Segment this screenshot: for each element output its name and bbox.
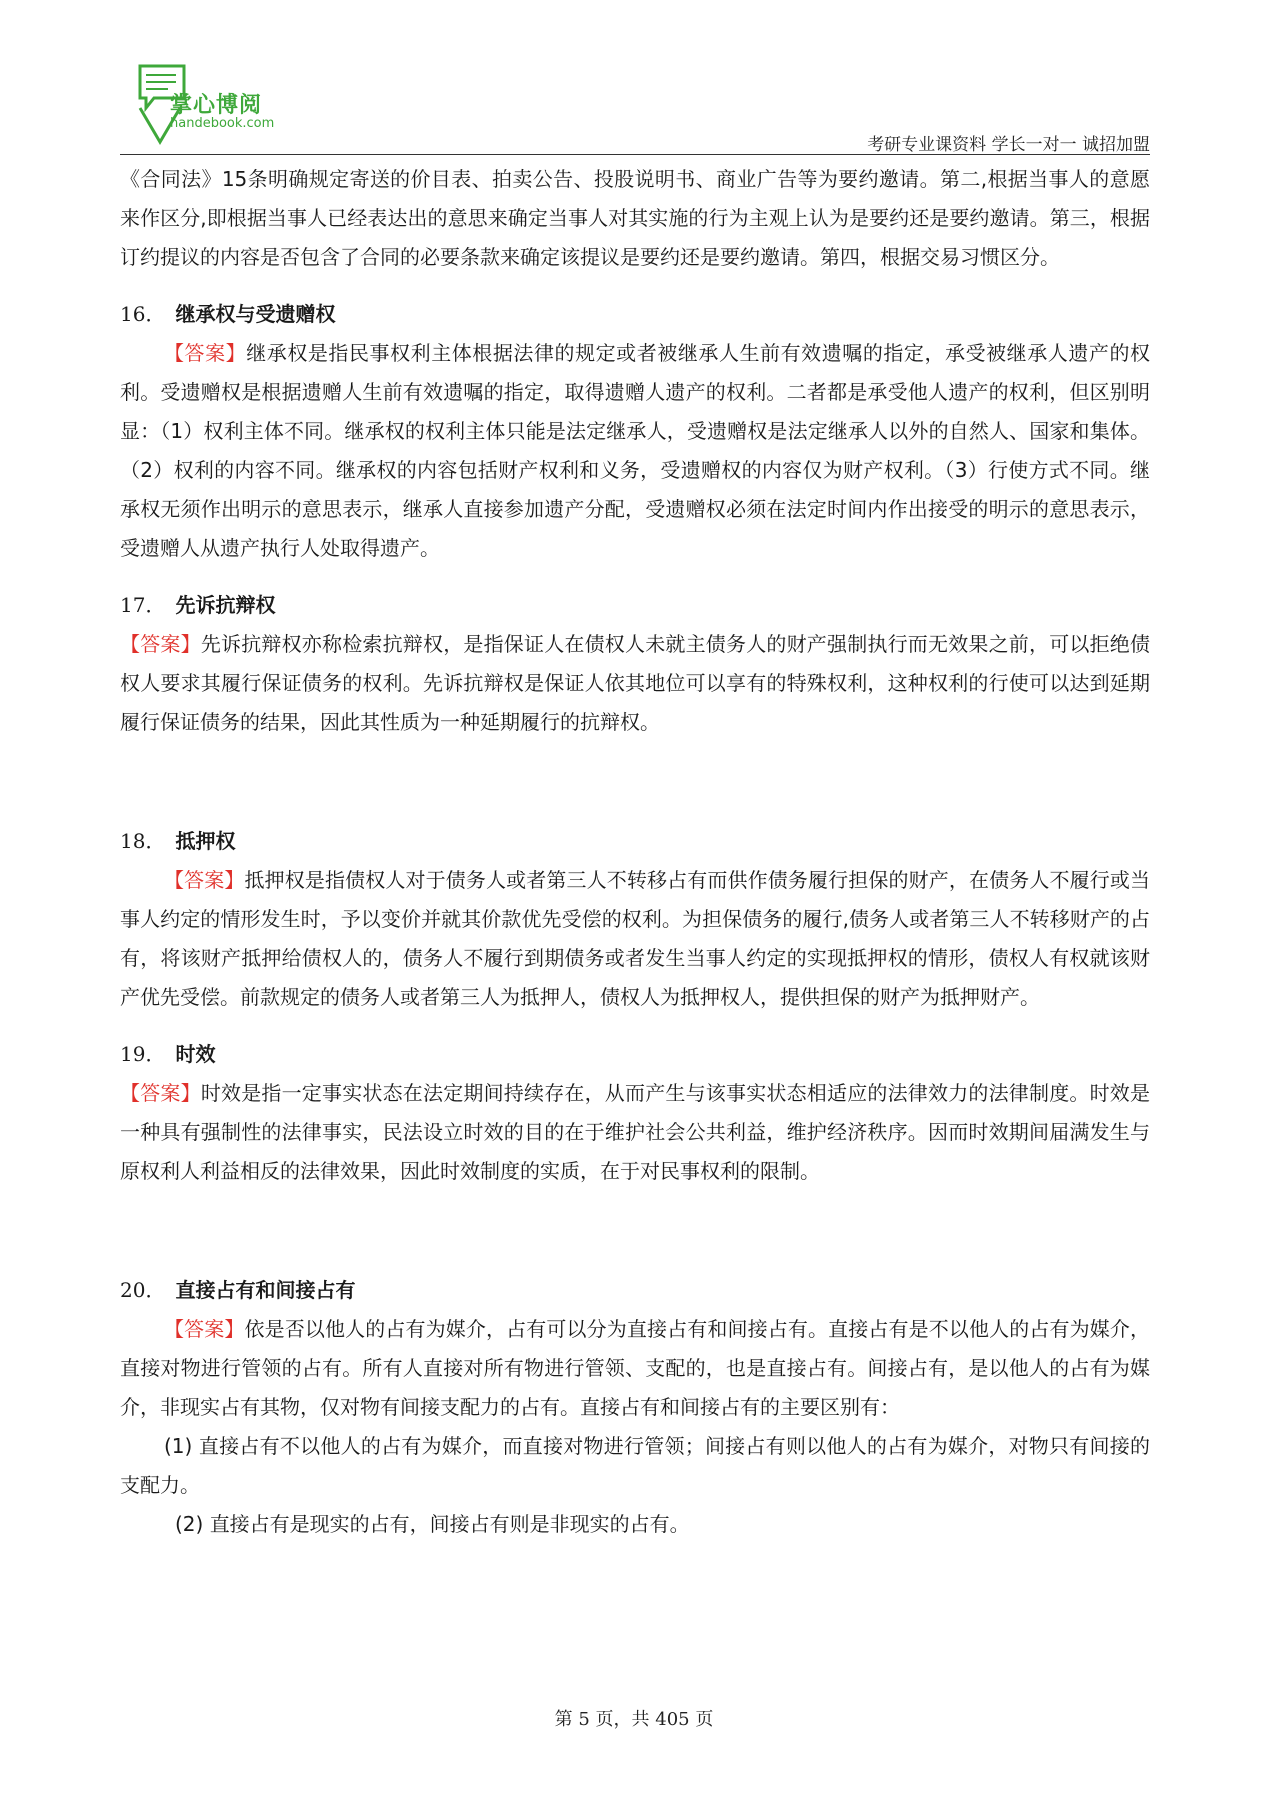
document-body — [120, 160, 1150, 1544]
answer-tag: 【答案】 — [120, 1081, 201, 1105]
page-header — [120, 50, 1150, 155]
section-number: 19． — [120, 1042, 166, 1066]
brand-name: 掌心博阅 — [170, 93, 263, 118]
section-answer-19 — [120, 1074, 1150, 1191]
brand-url: handebook.com — [170, 116, 275, 131]
answer-tag: 【答案】 — [164, 341, 247, 365]
section-title: 继承权与受遗赠权 — [175, 302, 336, 326]
section-heading-17 — [120, 586, 1150, 625]
header-slogan: 考研专业课资料 学长一对一 诚招加盟 — [867, 135, 1150, 155]
section-title: 时效 — [175, 1042, 216, 1066]
answer-text: 时效是指一定事实状态在法定期间持续存在，从而产生与该事实状态相适应的法律效力的法律制度。时效是一种具有强制性的法律事实，民法设立时效的目的在于维护社会公共利益，维护经济秩序。因而时效期间届满发生与原权利人利益相反的法律效果，因此时效制度的实质，在于对民事权利的限制。 — [120, 1081, 1151, 1183]
section-answer-20 — [120, 1310, 1150, 1427]
intro-paragraph: 《合同法》15条明确规定寄送的价目表、拍卖公告、投股说明书、商业广告等为要约邀请。第二,根据当事人的意愿来作区分,即根据当事人已经表达出的意思来确定当事人对其实施的行为主观上认为是要约还是要约邀请。第三，根据订约提议的内容是否包含了合同的必要条款来确定该提议是要约还是要约邀请。第四，根据交易习惯区分。 — [120, 167, 1150, 269]
answer-text: 继承权是指民事权利主体根据法律的规定或者被继承人生前有效遗嘱的指定，承受被继承人遗产的权利。受遗赠权是根据遗赠人生前有效遗嘱的指定，取得遗赠人遗产的权利。二者都是承受他人遗产的权利，但区别明显：（1）权利主体不同。继承权的权利主体只能是法定继承人，受遗赠权是法定继承人以外的自然人、国家和集体。（2）权利的内容不同。继承权的内容包括财产权利和义务，受遗赠权的内容仅为财产权利。（3）行使方式不同。继承权无须作出明示的意思表示，继承人直接参加遗产分配，受遗赠权必须在法定时间内作出接受的明示的意思表示，受遗赠人从遗产执行人处取得遗产。 — [120, 341, 1151, 560]
section-title: 抵押权 — [175, 829, 236, 853]
section-number: 18． — [120, 829, 166, 853]
section-number: 20． — [120, 1278, 166, 1302]
section-heading-19 — [120, 1035, 1150, 1074]
answer-tag: 【答案】 — [164, 868, 245, 892]
section-heading-18 — [120, 822, 1150, 861]
page-number: 第 5 页，共 405 页 — [554, 1709, 714, 1730]
header-divider — [120, 154, 1150, 155]
section-title: 先诉抗辩权 — [175, 593, 276, 617]
section-heading-20 — [120, 1271, 1150, 1310]
section-answer-18 — [120, 861, 1150, 1017]
section-title: 直接占有和间接占有 — [175, 1278, 356, 1302]
section-heading-16 — [120, 295, 1150, 334]
answer-text: 抵押权是指债权人对于债务人或者第三人不转移占有而供作债务履行担保的财产，在债务人不履行或当事人约定的情形发生时，予以变价并就其价款优先受偿的权利。为担保债务的履行,债务人或者第三人不转移财产的占有，将该财产抵押给债权人的，债务人不履行到期债务或者发生当事人约定的实现抵押权的情形，债权人有权就该财产优先受偿。前款规定的债务人或者第三人为抵押人，债权人为抵押权人，提供担保的财产为抵押财产。 — [120, 868, 1150, 1009]
section-answer-16 — [120, 334, 1150, 568]
list-item: (2) 直接占有是现实的占有，间接占有则是非现实的占有。 — [175, 1512, 690, 1536]
answer-text: 依是否以他人的占有为媒介，占有可以分为直接占有和间接占有。直接占有是不以他人的占有为媒介，直接对物进行管领的占有。所有人直接对所有物进行管领、支配的，也是直接占有。间接占有，是以他人的占有为媒介，非现实占有其物，仅对物有间接支配力的占有。直接占有和间接占有的主要区别有： — [120, 1317, 1150, 1419]
list-item: (1) 直接占有不以他人的占有为媒介，而直接对物进行管领；间接占有则以他人的占有为媒介，对物只有间接的支配力。 — [120, 1434, 1150, 1497]
answer-text: 先诉抗辩权亦称检索抗辩权，是指保证人在债权人未就主债务人的财产强制执行而无效果之前，可以拒绝债权人要求其履行保证债务的权利。先诉抗辩权是保证人依其地位可以享有的特殊权利，这种权利的行使可以达到延期履行保证债务的结果，因此其性质为一种延期履行的抗辩权。 — [120, 632, 1151, 734]
answer-tag: 【答案】 — [120, 632, 201, 656]
section-answer-17 — [120, 625, 1150, 742]
section-number: 17． — [120, 593, 166, 617]
answer-tag: 【答案】 — [164, 1317, 245, 1341]
section-number: 16． — [120, 302, 166, 326]
